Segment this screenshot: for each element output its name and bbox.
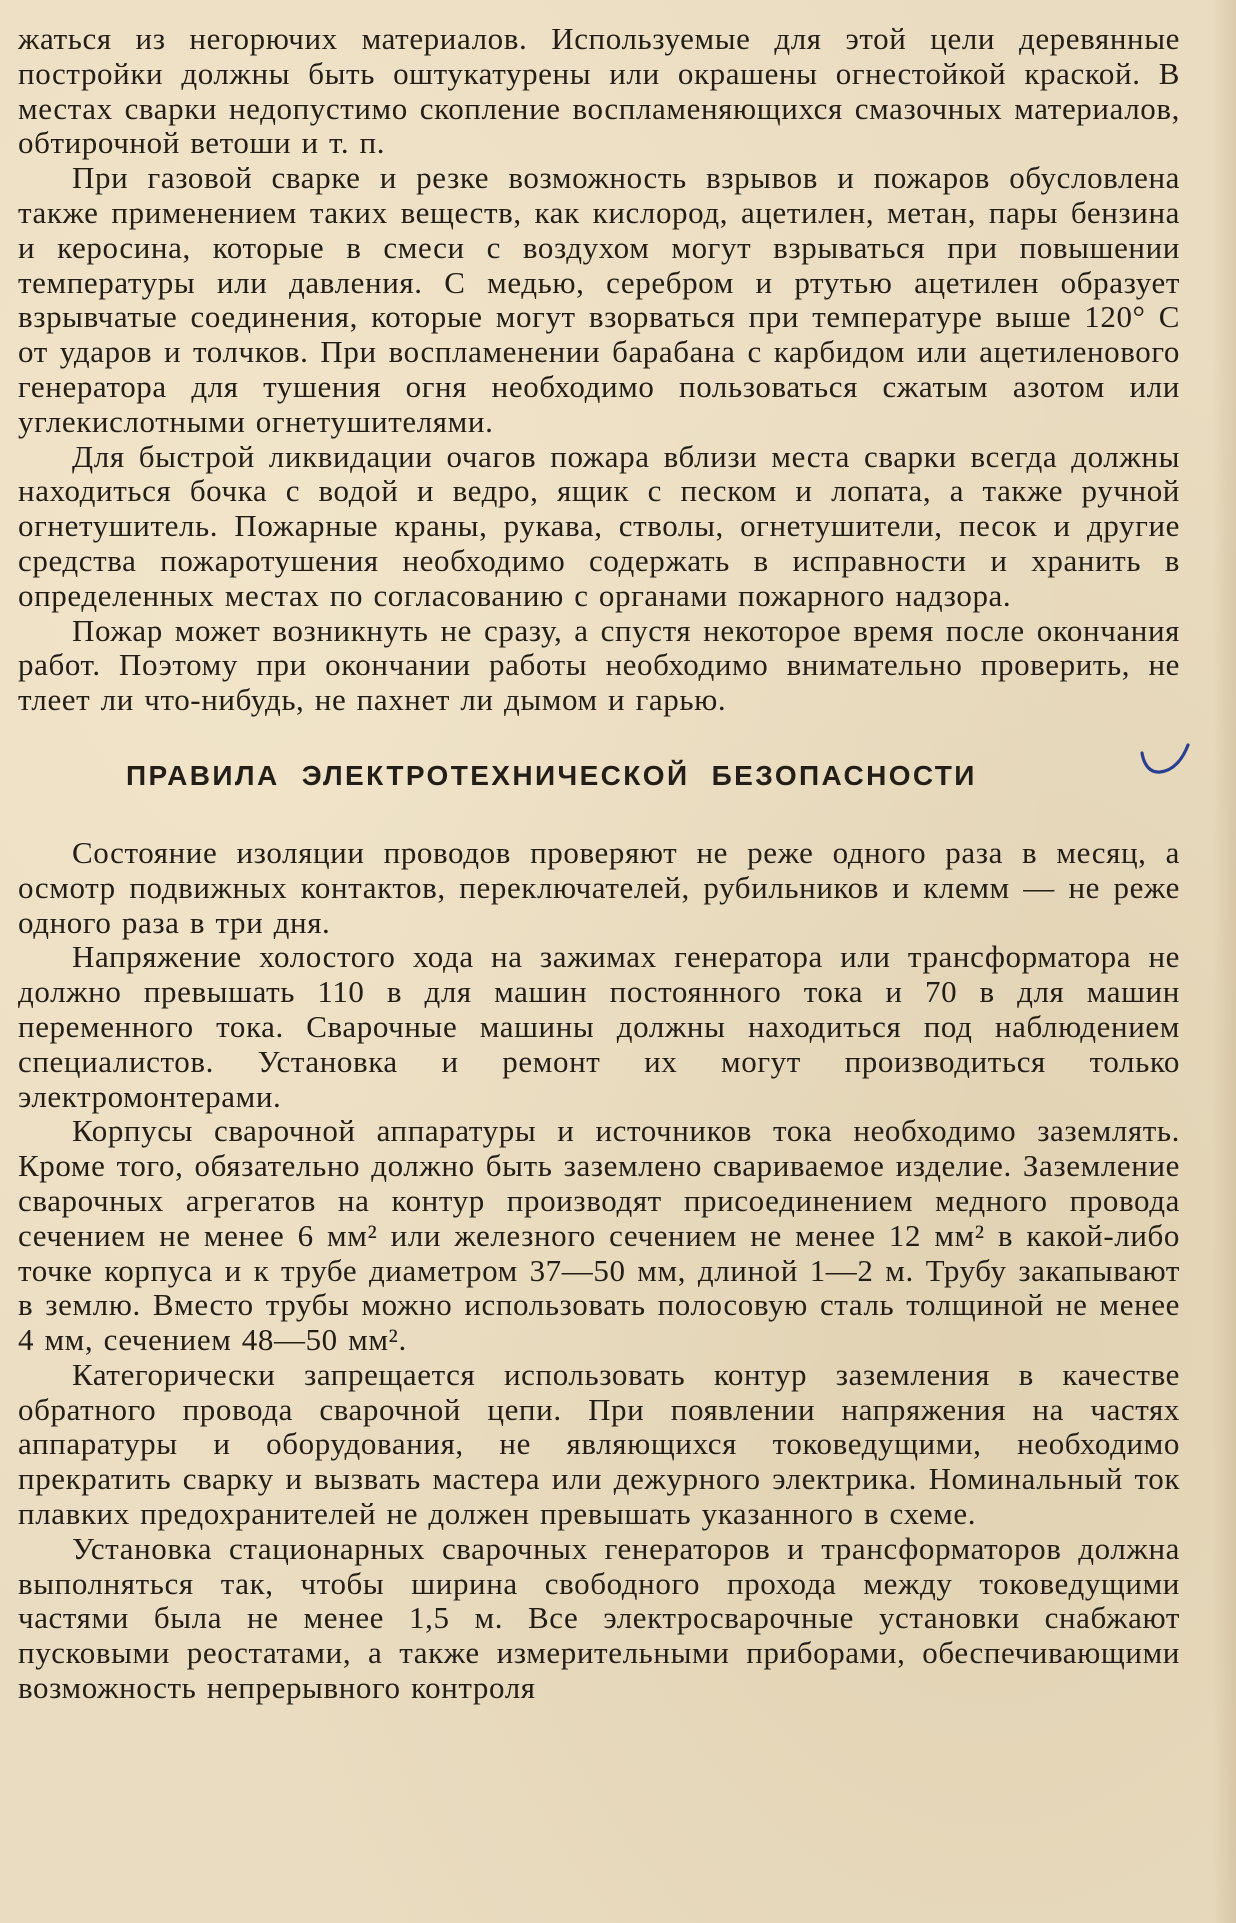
- paragraph-firefighting-equipment: Для быстрой ликвидации очагов пожара вблизи места сварки всегда должны находиться бочка с водой и ведро, ящик с песком и лопата, а также ручной огнетушитель. Пожарные краны, рукава, стволы, огнетушители, песок и другие средства пожаротушения необходимо содержать в исправности и хранить в определенных местах по согласованию с органами пожарного надзора.: [18, 438, 1180, 613]
- paragraph-gas-welding-explosions: При газовой сварке и резке возможность взрывов и пожаров обусловлена также применением таких веществ, как кислород, ацетилен, метан, пары бензина и керосина, которые в смеси с воздухом могут взрываться при повышении температуры или давления. С медью, серебром и ртутью ацетилен образует взрывчатые соединения, которые могут взорваться при температуре выше 120° С от ударов и толчков. При воспламенении барабана с карбидом или ацетиленового генератора для тушения огня необходимо пользоваться сжатым азотом или углекислотными огнетушителями.: [18, 160, 1180, 439]
- section-heading-text: ПРАВИЛА ЭЛЕКТРОТЕХНИЧЕСКОЙ БЕЗОПАСНОСТИ: [126, 759, 977, 791]
- paragraph-open-circuit-voltage: Напряжение холостого хода на зажимах генератора или трансформатора не должно превышать 110 в для машин постоянного тока и 70 в для машин переменного тока. Сварочные машины должны находиться под наблюдением специалистов. Установка и ремонт их могут производиться только электромонтерами.: [18, 939, 1180, 1114]
- paragraph-fire-after-work: Пожар может возникнуть не сразу, а спустя некоторое время после окончания работ. Поэтому при окончании работы необходимо внимательно проверить, не тлеет ли что-нибудь, не пахнет ли дымом и гарью.: [18, 612, 1180, 718]
- paragraph-grounding: Корпусы сварочной аппаратуры и источников тока необходимо заземлять. Кроме того, обязательно должно быть заземлено свариваемое изделие. Заземление сварочных агрегатов на контур производят присоединением медного провода сечением не менее 6 мм² или железного сечением не менее 12 мм² в какой-либо точке корпуса и к трубе диаметром 37—50 мм, длиной 1—2 м. Трубу закапывают в землю. Вместо трубы можно использовать полосовую сталь толщиной не менее 4 мм, сечением 48—50 мм².: [18, 1113, 1180, 1358]
- handwritten-check-mark-icon: [1136, 739, 1196, 783]
- paragraph-insulation-check: Состояние изоляции проводов проверяют не реже одного раза в месяц, а осмотр подвижных контактов, переключателей, рубильников и клемм — не реже одного раза в три дня.: [18, 834, 1180, 940]
- paragraph-generator-installation: Установка стационарных сварочных генераторов и трансформаторов должна выполняться так, чтобы ширина свободного прохода между токоведущими частями была не менее 1,5 м. Все электросварочные установки снабжают пусковыми реостатами, а также измерительными приборами, обеспечивающими возможность непрерывного контроля: [18, 1530, 1180, 1706]
- section-heading: [18, 759, 1180, 793]
- paragraph-grounding-prohibition: Категорически запрещается использовать контур заземления в качестве обратного провода сварочной цепи. При появлении напряжения на частях аппаратуры и оборудования, не являющихся токоведущими, необходимо прекратить сварку и вызвать мастера или дежурного электрика. Номинальный ток плавких предохранителей не должен превышать указанного в схеме.: [18, 1356, 1180, 1532]
- paragraph-fire-materials: жаться из негорючих материалов. Используемые для этой цели деревянные постройки должны быть оштукатурены или окрашены огнестойкой краской. В местах сварки недопустимо скопление воспламеняющихся смазочных материалов, обтирочной ветоши и т. п.: [18, 21, 1180, 161]
